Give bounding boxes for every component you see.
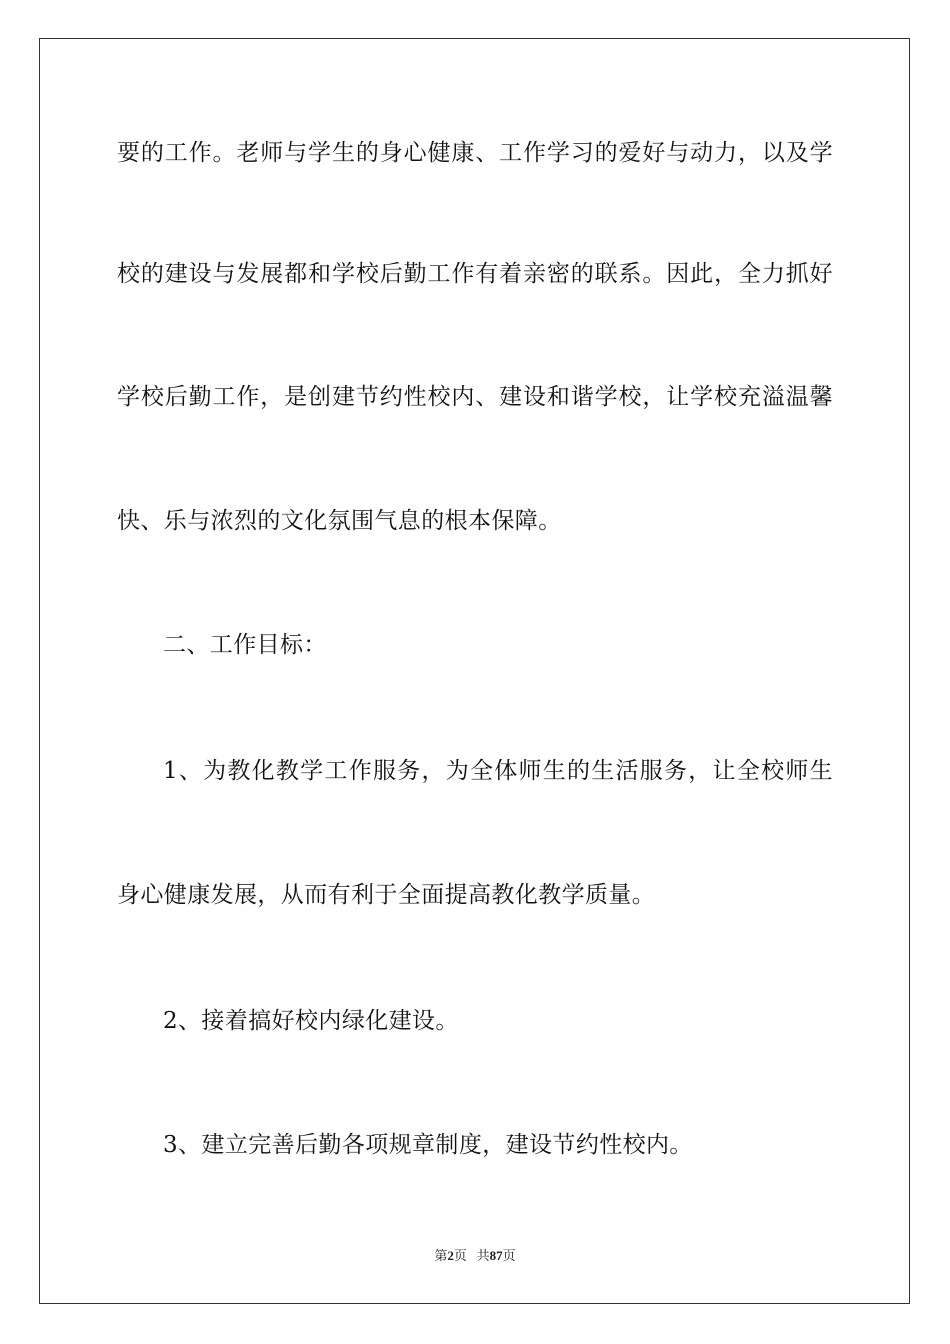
- goal-item-3: 3、建立完善后勤各项规章制度，建设节约性校内。: [163, 1132, 693, 1158]
- footer-total-suffix: 页: [502, 1248, 516, 1263]
- goal-item-1-line-2: 身心健康发展，从而有利于全面提高教化教学质量。: [117, 882, 656, 908]
- paragraph-line-4: 快、乐与浓烈的文化氛围气息的根本保障。: [117, 508, 562, 534]
- footer-prefix: 第: [434, 1248, 448, 1263]
- paragraph-line-3: 学校后勤工作，是创建节约性校内、建设和谐学校，让学校充溢温馨: [117, 384, 833, 410]
- footer-total-pages: 87: [489, 1248, 503, 1263]
- page-footer: [0, 1247, 950, 1265]
- section-heading-goals: 二、工作目标：: [163, 632, 327, 658]
- paragraph-line-2: 校的建设与发展都和学校后勤工作有着亲密的联系。因此，全力抓好: [117, 261, 833, 287]
- paragraph-line-1: 要的工作。老师与学生的身心健康、工作学习的爱好与动力，以及学: [117, 140, 833, 166]
- goal-item-1-line-1: 1、为教化教学工作服务，为全体师生的生活服务，让全校师生: [163, 758, 833, 784]
- footer-page-number: 2: [447, 1248, 454, 1263]
- page-border: [39, 38, 910, 1304]
- goal-item-2: 2、接着搞好校内绿化建设。: [163, 1008, 459, 1034]
- footer-page-suffix: 页: [453, 1248, 467, 1263]
- footer-total-prefix: 共: [476, 1248, 490, 1263]
